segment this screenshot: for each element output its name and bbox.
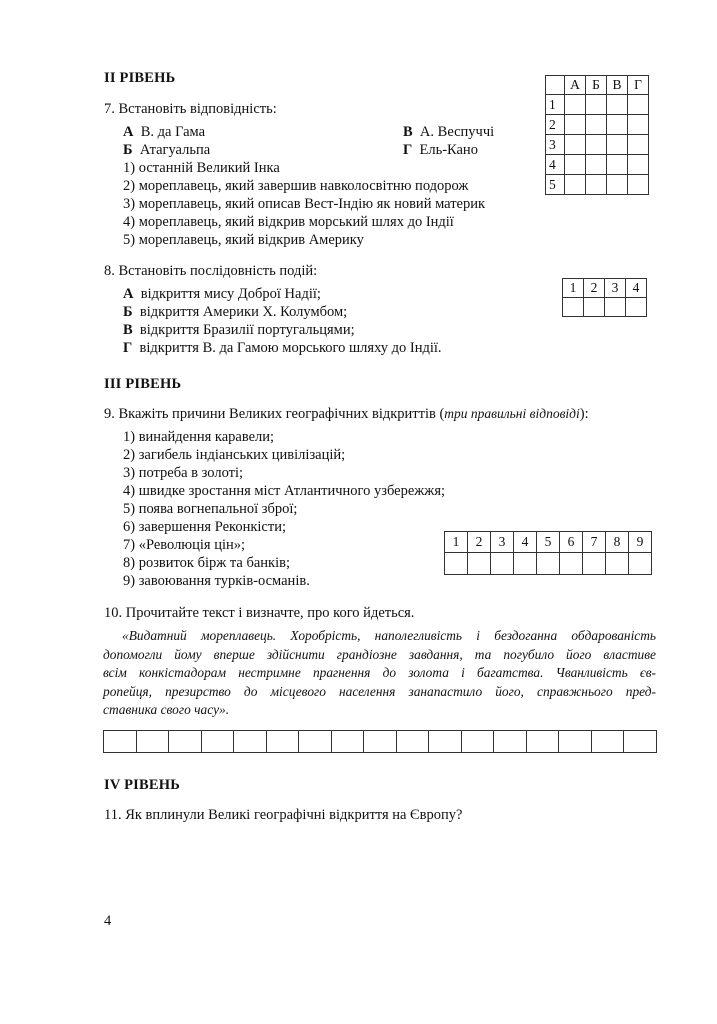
quote-line: «Видатний мореплавець. Хоробрість, наполегливість і бездоганна обдарованість [122,628,656,643]
level2-heading: II РІВЕНЬ [104,70,176,86]
q7-grid-row-label: 1 [546,95,565,115]
option-letter: Г [403,142,413,158]
q10-answer-cell[interactable] [266,731,299,753]
q7-grid-cell[interactable] [607,95,628,115]
q7-grid-col: А [565,76,586,95]
q9-grid-cell[interactable] [629,553,652,575]
q8-grid-col: 2 [584,279,605,298]
event-text: відкриття мису Доброї Надії; [140,286,321,302]
q9-answer-grid [444,531,652,575]
q9-grid-col: 7 [583,532,606,553]
q10-answer-cell[interactable] [396,731,429,753]
q7-grid-row [546,175,649,195]
q9-grid-answer-row [445,553,652,575]
q9-item: 3) потреба в золоті; [123,465,244,481]
q7-grid-row [546,95,649,115]
q7-grid-cell[interactable] [607,175,628,195]
q11-prompt: 11. Як вплинули Великі географічні відкриття на Європу? [104,807,463,823]
q7-item: 5) мореплавець, який відкрив Америку [123,232,364,248]
q9-prompt [104,405,589,423]
q10-answer-cell[interactable] [136,731,169,753]
q10-prompt: 10. Прочитайте текст і визначте, про кого йдеться. [104,605,415,621]
q7-option-b [123,141,210,159]
q7-item: 2) мореплавець, який завершив навколосвітню подорож [123,178,469,194]
q7-option-v [403,123,494,141]
q9-grid-header-row [445,532,652,553]
q8-grid-cell[interactable] [563,298,584,317]
q7-grid-cell[interactable] [628,175,649,195]
q9-grid-cell[interactable] [468,553,491,575]
q7-grid-col: Б [586,76,607,95]
option-letter: В [403,124,413,140]
q7-grid-row [546,115,649,135]
q7-grid-cell[interactable] [607,135,628,155]
event-text: відкриття В. да Гамою морського шляху до Індії. [139,340,442,356]
q9-item: 4) швидке зростання міст Атлантичного узбережжя; [123,483,446,499]
q9-grid-col: 8 [606,532,629,553]
q7-grid-cell[interactable] [586,95,607,115]
page-number: 4 [104,913,112,929]
q8-event [123,339,442,357]
q10-answer-cell[interactable] [169,731,202,753]
event-letter: А [123,286,134,302]
q10-answer-cell[interactable] [234,731,267,753]
q7-grid-col: В [607,76,628,95]
q10-answer-cell[interactable] [461,731,494,753]
q8-event [123,303,347,321]
q7-grid-row-label: 4 [546,155,565,175]
q7-item: 1) останній Великий Інка [123,160,280,176]
q7-grid-row-label: 2 [546,115,565,135]
q8-grid-cell[interactable] [626,298,647,317]
q7-option-a [123,123,205,141]
q7-prompt: 7. Встановіть відповідність: [104,101,277,117]
q10-answer-cell[interactable] [299,731,332,753]
q7-grid-row [546,135,649,155]
q7-grid-cell[interactable] [628,155,649,175]
q9-grid-col: 2 [468,532,491,553]
q9-grid-col: 5 [537,532,560,553]
q10-answer-cell[interactable] [494,731,527,753]
quote-line: ропейця, презирство до місцевого населення занапастило його, справжнього пред- [103,683,656,699]
q9-grid-cell[interactable] [560,553,583,575]
event-letter: В [123,322,133,338]
q9-grid-cell[interactable] [606,553,629,575]
q7-grid-header-row [546,76,649,95]
q7-grid-row [546,155,649,175]
q10-answer-cell[interactable] [624,731,657,753]
q7-grid-cell[interactable] [565,95,586,115]
q8-grid-answer-row [563,298,647,317]
q7-grid-row-label: 3 [546,135,565,155]
q7-grid-cell[interactable] [565,135,586,155]
q7-item: 3) мореплавець, який описав Вест-Індію як новий материк [123,196,486,212]
q7-grid-cell[interactable] [628,135,649,155]
option-text: В. да Гама [140,124,206,140]
q9-grid-col: 1 [445,532,468,553]
q9-prompt-hint: три правильні відповіді [444,406,580,421]
q8-prompt: 8. Встановіть послідовність подій: [104,263,318,279]
q10-answer-cell[interactable] [526,731,559,753]
quote-line: ставника свого часу». [103,702,230,718]
option-letter: Б [123,142,133,158]
q7-grid-col: Г [628,76,649,95]
q7-grid-cell[interactable] [565,155,586,175]
q9-grid-cell[interactable] [491,553,514,575]
q8-grid-header-row [563,279,647,298]
q7-option-g [403,141,478,159]
q8-grid-col: 3 [605,279,626,298]
q7-answer-grid [545,75,649,195]
q9-item: 2) загибель індіанських цивілізацій; [123,447,346,463]
q8-event [123,321,355,339]
q10-answer-cell[interactable] [201,731,234,753]
q7-grid-cell[interactable] [586,135,607,155]
q7-grid-cell[interactable] [565,175,586,195]
event-letter: Г [123,340,133,356]
q8-grid-cell[interactable] [584,298,605,317]
q10-answer-cell[interactable] [429,731,462,753]
q7-grid-cell[interactable] [607,115,628,135]
q9-grid-col: 9 [629,532,652,553]
q8-grid-cell[interactable] [605,298,626,317]
q7-grid-cell[interactable] [628,115,649,135]
quote-line: всім конкістадорам нестримне прагнення до золота і багатства. Чванливість єв- [103,665,656,681]
option-letter: А [123,124,134,140]
q9-prompt-end: ): [579,406,589,422]
q8-grid-col: 1 [563,279,584,298]
level4-heading: IV РІВЕНЬ [104,777,180,793]
q9-prompt-text: 9. Вкажіть причини Великих географічних відкриттів ( [104,406,445,422]
event-text: відкриття Бразилії португальцями; [139,322,355,338]
q9-grid-col: 6 [560,532,583,553]
q9-item: 7) «Революція цін»; [123,537,246,553]
q9-item: 8) розвиток бірж та банків; [123,555,290,571]
q9-item: 9) завоювання турків-османів. [123,573,310,589]
q9-grid-cell[interactable] [583,553,606,575]
q7-grid-cell[interactable] [565,115,586,135]
q9-grid-cell[interactable] [537,553,560,575]
q9-grid-col: 4 [514,532,537,553]
q7-grid-cell[interactable] [607,155,628,175]
q10-answer-cell[interactable] [104,731,137,753]
q10-answer-cell[interactable] [591,731,624,753]
option-text: А. Веспуччі [419,124,495,140]
q8-event [123,285,321,303]
q7-grid-cell[interactable] [586,175,607,195]
q7-grid-cell[interactable] [628,95,649,115]
option-text: Ель-Кано [419,142,478,158]
q7-grid-row-label: 5 [546,175,565,195]
event-letter: Б [123,304,133,320]
q10-answer-cell[interactable] [331,731,364,753]
q9-grid-col: 3 [491,532,514,553]
quote-line: допомогли йому вперше здійснити грандіозне завдання, та погубило його властиве [103,646,656,662]
q9-item: 5) поява вогнепальної зброї; [123,501,298,517]
q9-grid-cell[interactable] [445,553,468,575]
q10-quote [103,627,656,720]
q10-answer-row [104,731,657,753]
q8-grid-col: 4 [626,279,647,298]
q9-grid-cell[interactable] [514,553,537,575]
event-text: відкриття Америки Х. Колумбом; [139,304,348,320]
q7-item: 4) мореплавець, який відкрив морський шлях до Індії [123,214,454,230]
level3-heading: III РІВЕНЬ [104,376,182,392]
q9-item: 1) винайдення каравели; [123,429,275,445]
q10-answer-cell[interactable] [559,731,592,753]
q10-answer-grid [103,730,657,753]
q7-grid-cell[interactable] [586,155,607,175]
q8-answer-grid [562,278,647,317]
q9-item: 6) завершення Реконкісти; [123,519,286,535]
q7-grid-cell[interactable] [586,115,607,135]
option-text: Атагуальпа [139,142,211,158]
q10-answer-cell[interactable] [364,731,397,753]
